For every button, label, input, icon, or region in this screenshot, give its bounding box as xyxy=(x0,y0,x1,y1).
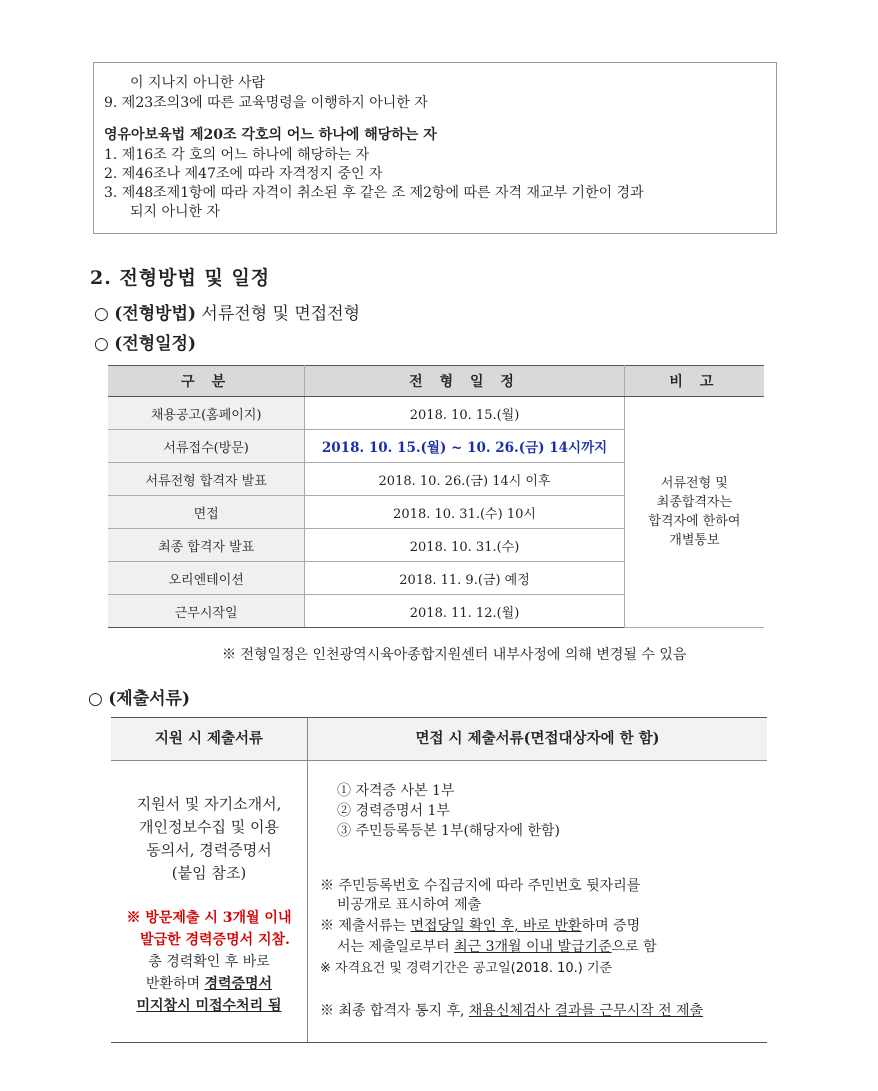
divider xyxy=(307,760,308,1042)
method-label: (전형방법) xyxy=(114,304,197,324)
note-underline: 채용신체검사 결과를 근무시작 전 제출 xyxy=(468,1003,704,1019)
schedule-table xyxy=(108,365,764,628)
stage-cell: 채용공고(홈페이지) xyxy=(108,397,305,430)
box-line: 3. 제48조제1항에 따라 자격이 취소된 후 같은 조 제2항에 따른 자격 재교부 기한이 경과 xyxy=(104,185,644,201)
section-heading: 2. 전형방법 및 일정 xyxy=(90,267,271,289)
left-line: 개인정보수집 및 이용 xyxy=(139,818,279,836)
box-subheading: 영유아보육법 제20조 각호의 어느 하나에 해당하는 자 xyxy=(104,127,437,143)
table-row xyxy=(108,397,764,430)
stage-cell: 오리엔테이션 xyxy=(108,562,305,595)
left-emphasis: 미지참시 미접수처리 됨 xyxy=(136,998,282,1014)
method-text: 서류전형 및 면접전형 xyxy=(196,304,361,324)
right-note xyxy=(320,1002,703,1020)
right-note: ※ 주민등록번호 수집금지에 따라 주민번호 뒷자리를 xyxy=(320,878,641,894)
left-warning: ※ 방문제출 시 3개월 이내 xyxy=(126,910,292,926)
stage-cell: 근무시작일 xyxy=(108,595,305,628)
right-note: ※ 자격요건 및 경력기간은 공고일(2018. 10.) 기준 xyxy=(320,961,613,976)
left-text: 반환하며 xyxy=(145,976,205,992)
docs-table-body xyxy=(111,760,767,1043)
left-line: 총 경력확인 후 바로 xyxy=(148,954,270,970)
right-note: 비공개로 표시하여 제출 xyxy=(337,897,482,913)
right-item: ② 경력증명서 1부 xyxy=(337,803,450,819)
remark-cell xyxy=(624,397,764,628)
circle-bullet-icon: ○ xyxy=(94,334,109,354)
docs-table-header xyxy=(111,717,767,761)
box-line: 1. 제16조 각 호의 어느 하나에 해당하는 자 xyxy=(104,147,370,163)
date-cell: 2018. 11. 9.(금) 예정 xyxy=(305,562,624,595)
docs-label: (제출서류) xyxy=(108,689,191,709)
left-warning: 발급한 경력증명서 지참. xyxy=(140,932,290,948)
col-header: 지원 시 제출서류 xyxy=(111,718,308,760)
left-line: 지원서 및 자기소개서, xyxy=(136,795,282,813)
schedule-line xyxy=(94,329,196,354)
stage-cell: 최종 합격자 발표 xyxy=(108,529,305,562)
note-text: 서는 제출일로부터 xyxy=(337,939,455,955)
right-note xyxy=(320,917,640,935)
note-text: ※ 제출서류는 xyxy=(320,918,411,934)
stage-cell: 서류접수(방문) xyxy=(108,430,305,463)
remark-line: 서류전형 및 xyxy=(660,476,728,491)
circle-bullet-icon: ○ xyxy=(88,689,103,709)
left-line xyxy=(111,973,307,996)
right-item: ③ 주민등록등본 1부(해당자에 한함) xyxy=(337,823,560,839)
remark-line: 최종합격자는 xyxy=(656,495,733,510)
date-cell: 2018. 10. 15.(월) ~ 10. 26.(금) 14시까지 xyxy=(305,430,624,463)
remark-line: 개별통보 xyxy=(669,533,720,548)
eligibility-box xyxy=(93,62,777,234)
right-note xyxy=(337,938,657,956)
stage-cell: 서류전형 합격자 발표 xyxy=(108,463,305,496)
col-header: 구 분 xyxy=(108,366,305,397)
box-line: 9. 제23조의3에 따른 교육명령을 이행하지 아니한 자 xyxy=(104,95,428,111)
docs-line xyxy=(88,684,190,709)
date-cell: 2018. 10. 26.(금) 14시 이후 xyxy=(305,463,624,496)
date-cell: 2018. 10. 31.(수) 10시 xyxy=(305,496,624,529)
schedule-label: (전형일정) xyxy=(114,334,197,354)
date-cell: 2018. 10. 15.(월) xyxy=(305,397,624,430)
box-line: 이 지나지 아니한 사람 xyxy=(130,75,266,91)
left-line: 동의서, 경력증명서 xyxy=(146,841,272,859)
stage-cell: 면접 xyxy=(108,496,305,529)
date-cell: 2018. 11. 12.(월) xyxy=(305,595,624,628)
note-text: ※ 최종 합격자 통지 후, xyxy=(320,1003,469,1019)
left-line: (붙임 참조) xyxy=(171,864,247,882)
remark-line: 합격자에 한하여 xyxy=(648,514,741,529)
box-line: 되지 아니한 자 xyxy=(130,204,221,220)
note-underline: 최근 3개월 이내 발급기준 xyxy=(454,939,612,955)
note-underline: 면접당일 확인 후, 바로 반환 xyxy=(410,918,582,934)
col-header: 면접 시 제출서류(면접대상자에 한 함) xyxy=(415,730,660,747)
method-line xyxy=(94,299,360,324)
box-line: 2. 제46조나 제47조에 따라 자격정지 중인 자 xyxy=(104,166,383,182)
right-item: ① 자격증 사본 1부 xyxy=(337,783,455,799)
date-cell: 2018. 10. 31.(수) xyxy=(305,529,624,562)
col-header: 전 형 일 정 xyxy=(305,366,624,397)
note-text: 으로 함 xyxy=(611,939,657,955)
circle-bullet-icon: ○ xyxy=(94,304,109,324)
col-header: 비 고 xyxy=(624,366,764,397)
left-emphasis: 경력증명서 xyxy=(204,976,273,992)
note-text: 하며 증명 xyxy=(581,918,641,934)
schedule-footnote: ※ 전형일정은 인천광역시육아종합지원센터 내부사정에 의해 변경될 수 있음 xyxy=(222,647,687,663)
